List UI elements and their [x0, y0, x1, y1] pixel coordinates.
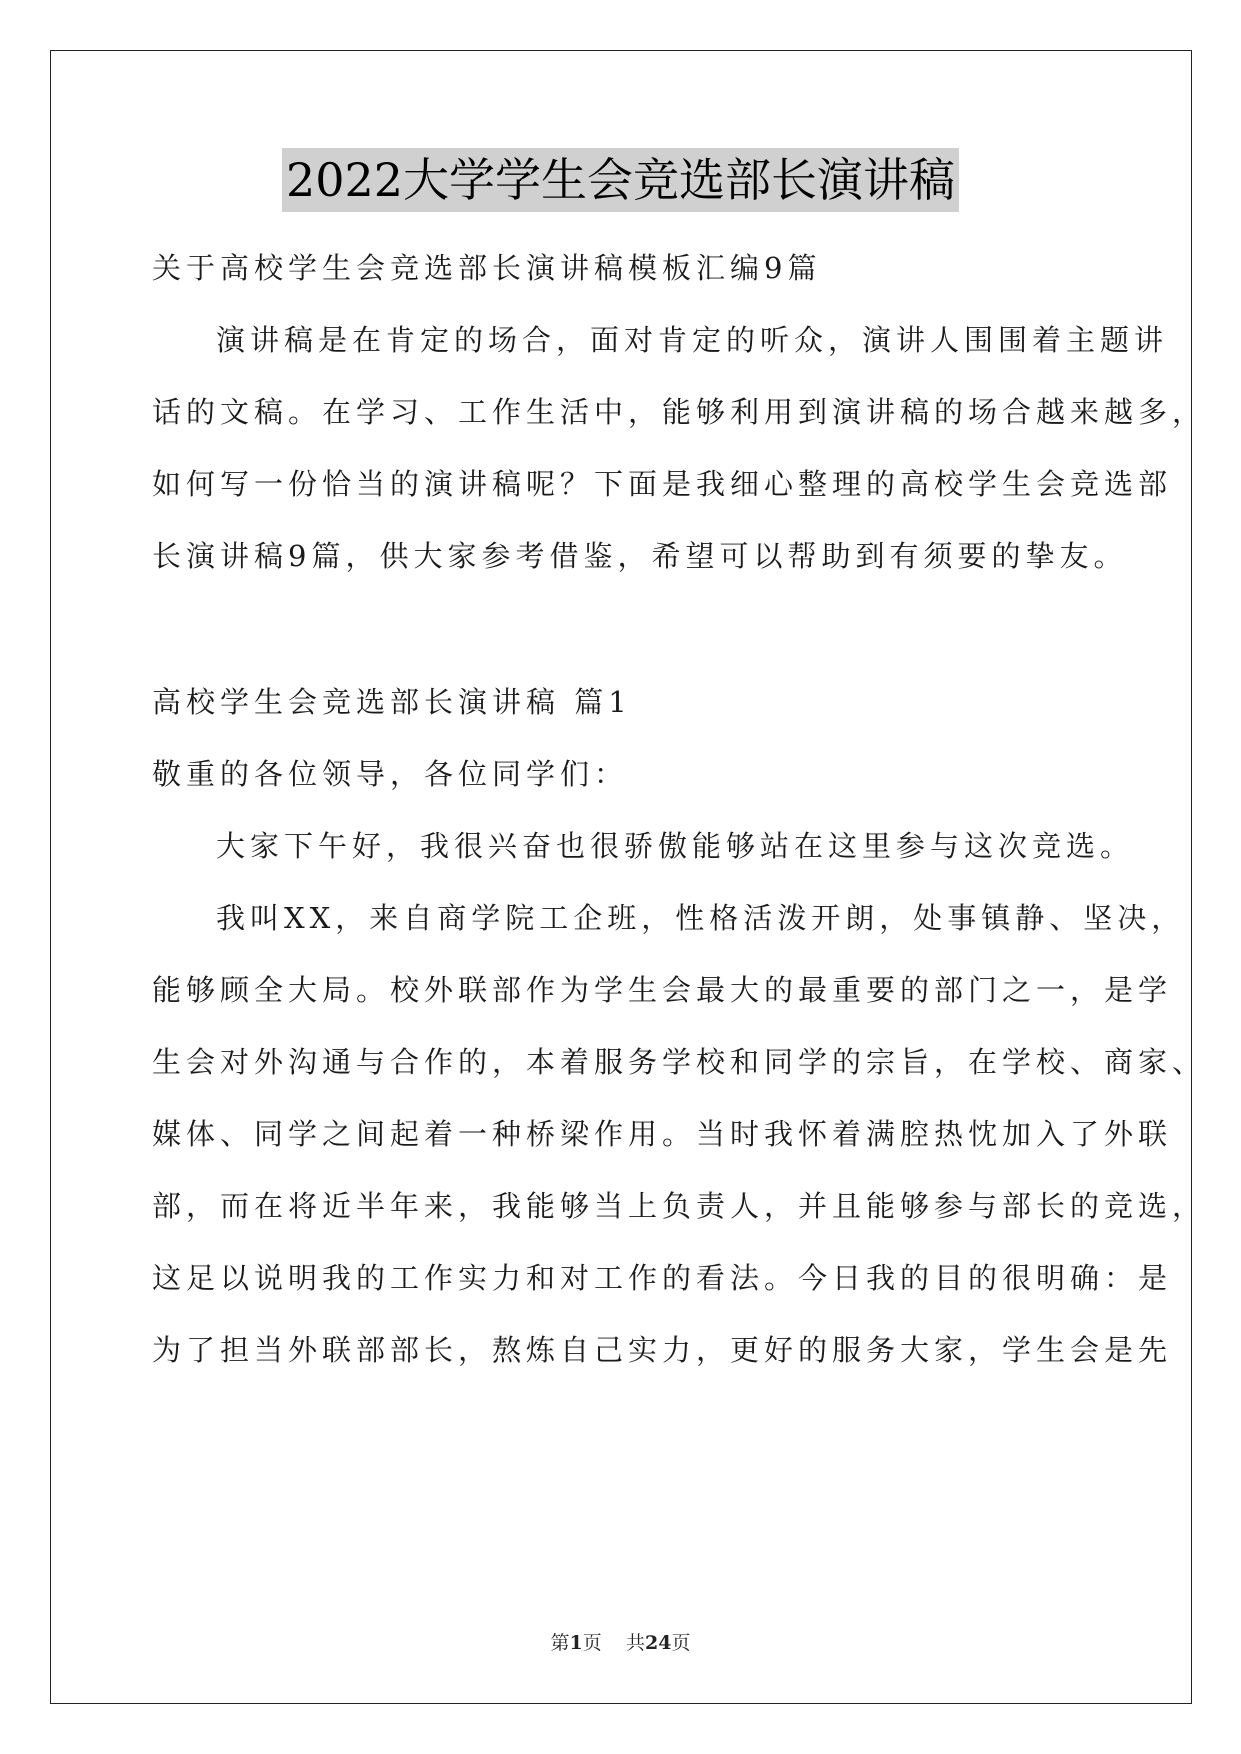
document-title: 2022大学学生会竞选部长演讲稿 — [282, 148, 959, 212]
salutation-line: 敬重的各位领导，各位同学们： — [152, 757, 629, 791]
page-footer — [0, 1628, 1241, 1655]
paragraph-line: 这足以说明我的工作实力和对工作的看法。今日我的目的很明确：是 — [152, 1261, 1173, 1295]
section-heading: 高校学生会竞选部长演讲稿 篇1 — [152, 685, 632, 719]
total-unit: 页 — [671, 1632, 691, 1654]
paragraph-line: 部，而在将近半年来，我能够当上负责人，并且能够参与部长的竞选， — [152, 1189, 1207, 1223]
title-container — [0, 148, 1241, 212]
total-prefix: 共 — [625, 1632, 645, 1654]
paragraph-line: 长演讲稿9篇，供大家参考借鉴，希望可以帮助到有须要的挚友。 — [152, 539, 1128, 573]
paragraph-line: 我叫XX，来自商学院工企班，性格活泼开朗，处事镇静、坚决， — [216, 901, 1186, 935]
paragraph-line: 演讲稿是在肯定的场合，面对肯定的听众，演讲人围围着主题讲 — [216, 323, 1169, 357]
paragraph-line: 媒体、同学之间起着一种桥梁作用。当时我怀着满腔热忱加入了外联 — [152, 1117, 1173, 1151]
paragraph-line: 话的文稿。在学习、工作生活中，能够利用到演讲稿的场合越来越多， — [152, 395, 1207, 429]
paragraph-line: 大家下午好，我很兴奋也很骄傲能够站在这里参与这次竞选。 — [216, 829, 1135, 863]
paragraph-line: 如何写一份恰当的演讲稿呢？下面是我细心整理的高校学生会竞选部 — [152, 467, 1173, 501]
total-pages: 24 — [644, 1632, 672, 1654]
paragraph-line: 生会对外沟通与合作的，本着服务学校和同学的宗旨，在学校、商家、 — [152, 1045, 1207, 1079]
document-body — [152, 232, 1207, 1386]
section-gap — [152, 592, 1112, 666]
page-prefix: 第 — [550, 1632, 570, 1654]
paragraph-line: 为了担当外联部部长，熬炼自己实力，更好的服务大家，学生会是先 — [152, 1333, 1173, 1367]
page-unit: 页 — [582, 1632, 602, 1654]
page-number: 1 — [569, 1632, 583, 1654]
paragraph-line: 能够顾全大局。校外联部作为学生会最大的最重要的部门之一，是学 — [152, 973, 1173, 1007]
subtitle-line: 关于高校学生会竞选部长演讲稿模板汇编9篇 — [152, 251, 822, 285]
